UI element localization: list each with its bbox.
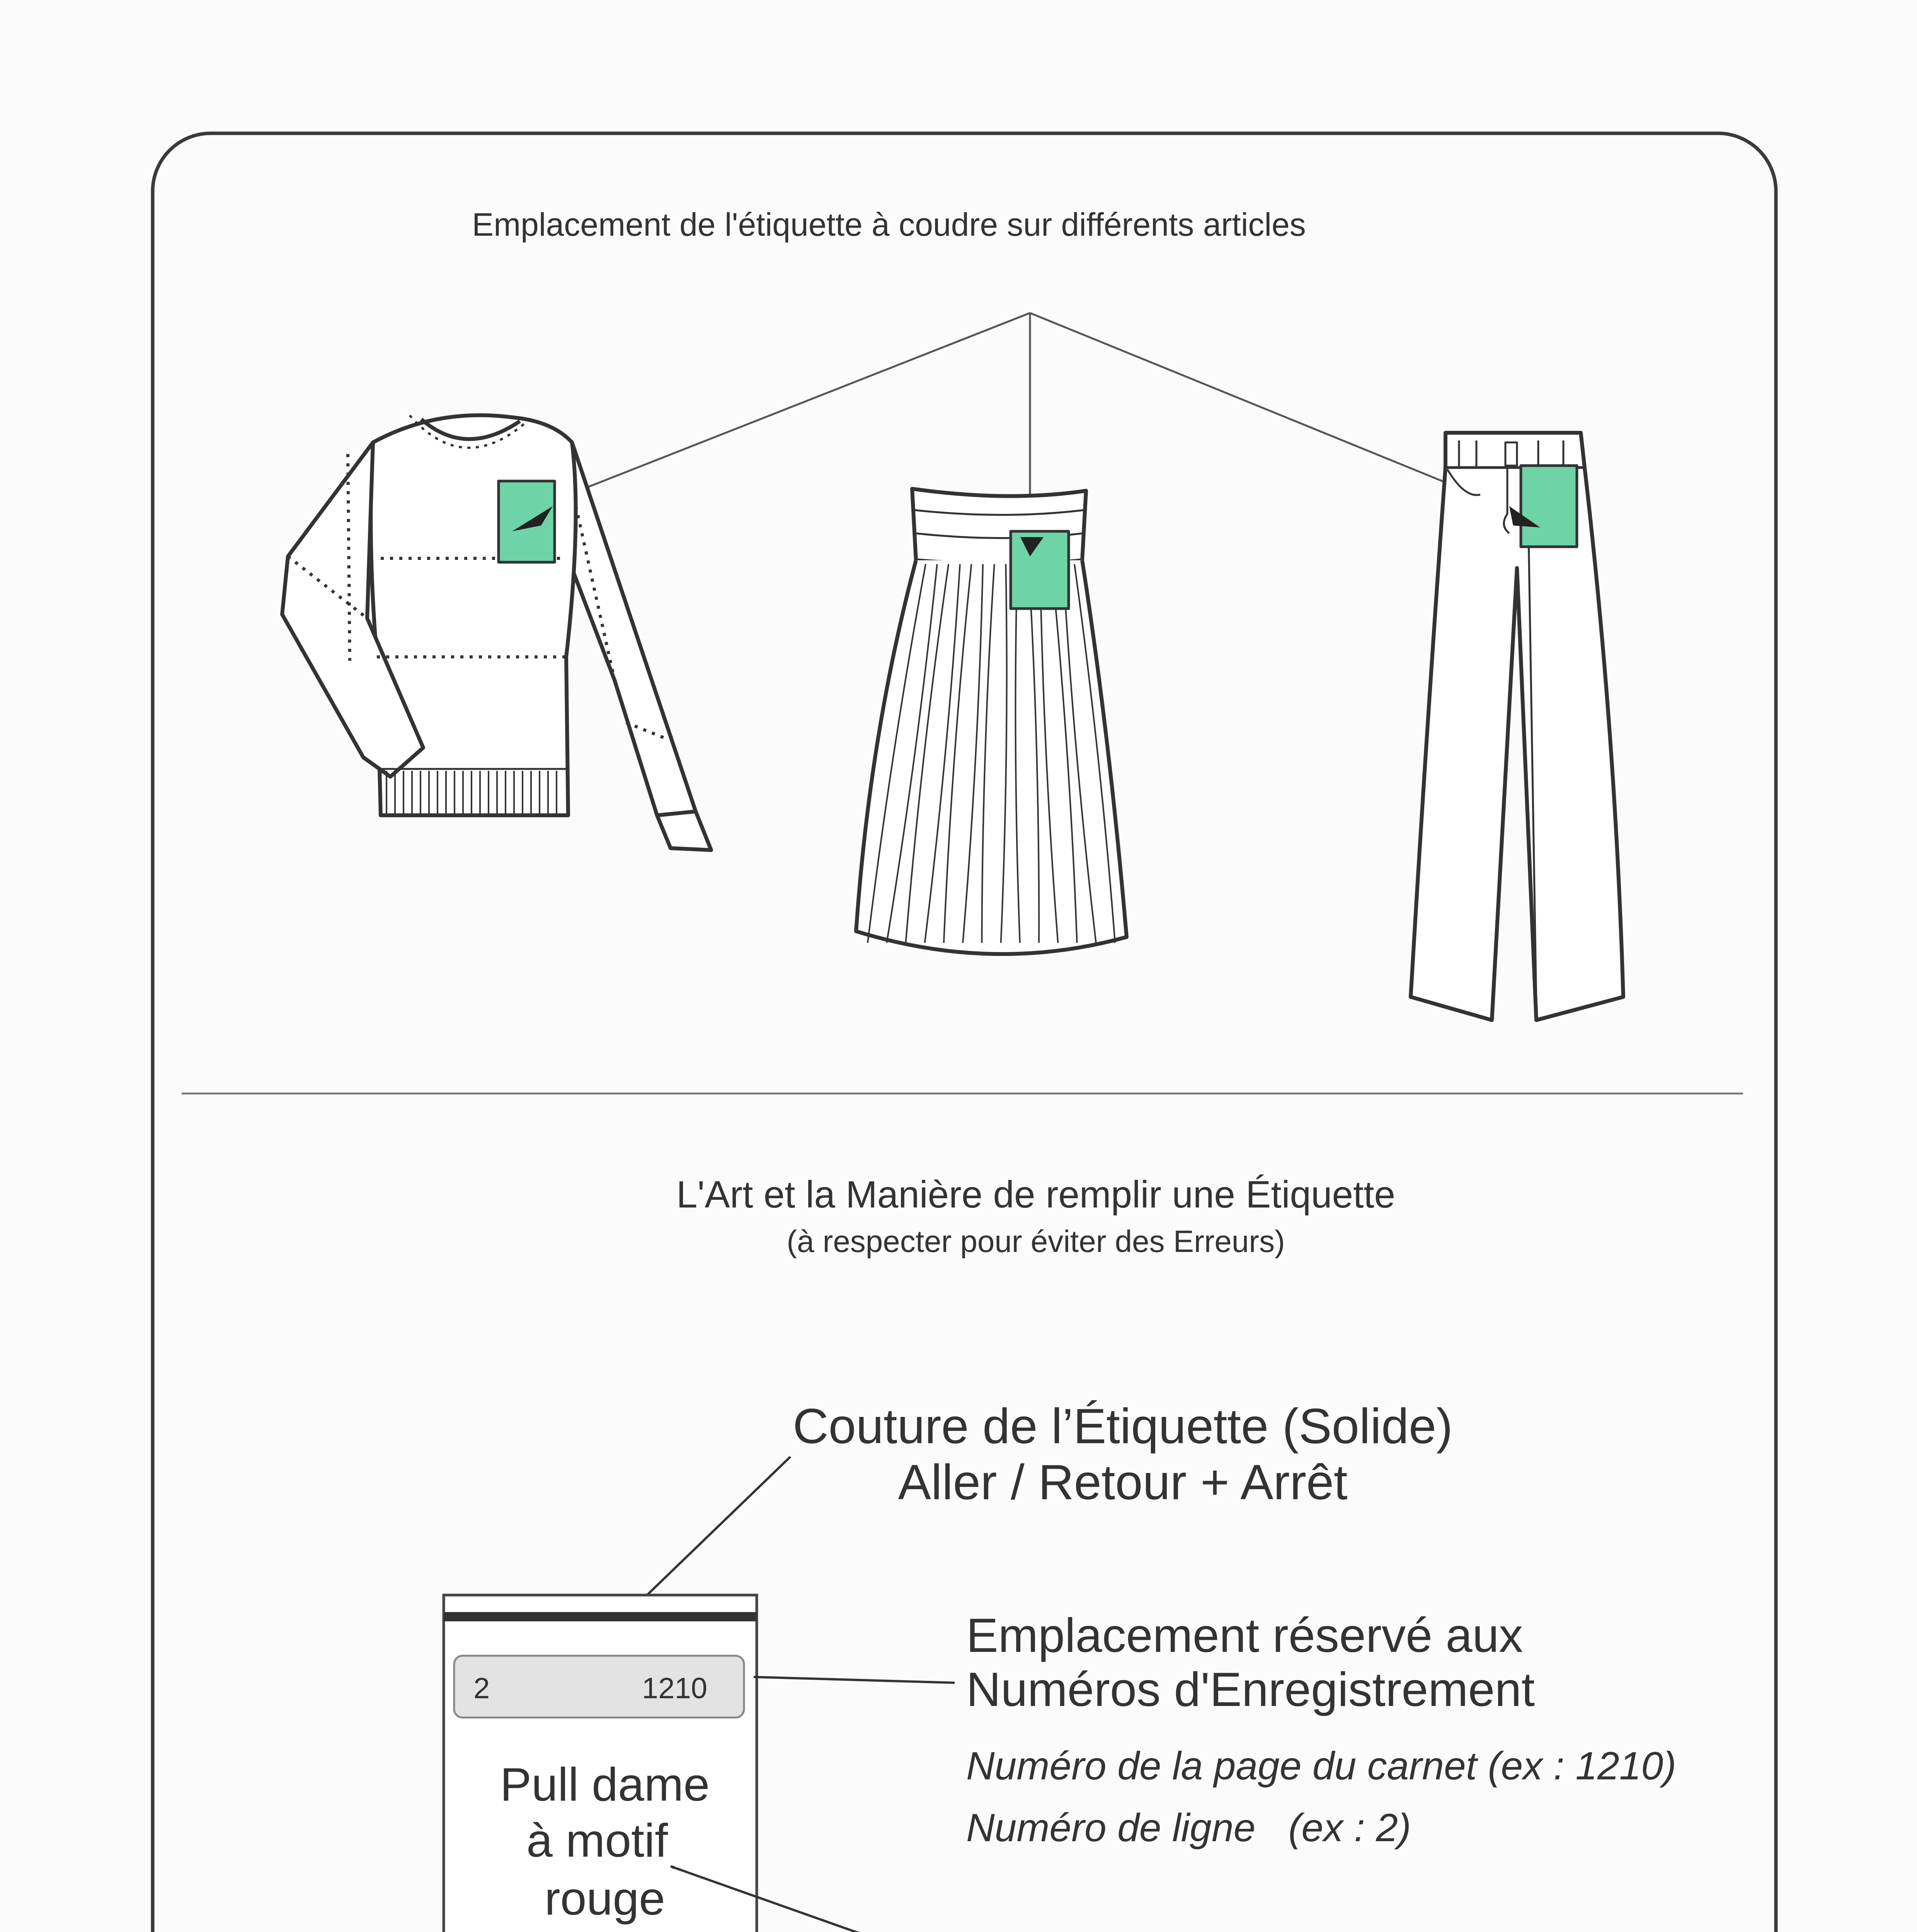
label-designation-line1: Pull dame: [500, 1758, 710, 1811]
sweater-tag: [499, 481, 555, 562]
label-designation-line3: rouge: [544, 1872, 666, 1925]
line-number-example: Numéro de ligne (ex : 2): [966, 1806, 1411, 1850]
bottom-subtitle: (à respecter pour éviter des Erreurs): [787, 1224, 1285, 1259]
outer-frame: [153, 133, 1776, 1932]
trousers-illustration: [1411, 433, 1623, 1020]
bottom-title: L'Art et la Manière de remplir une Étiquette: [676, 1173, 1395, 1216]
sweater-illustration: [282, 415, 711, 850]
sewing-annotation-line1: Couture de l’Étiquette (Solide): [793, 1399, 1453, 1454]
page-number-example: Numéro de la page du carnet (ex : 1210): [966, 1744, 1677, 1788]
trousers-tag: [1521, 466, 1577, 547]
registration-arrow: [754, 1677, 955, 1683]
sewing-annotation-line2: Aller / Retour + Arrêt: [898, 1455, 1348, 1510]
registration-annotation-line1: Emplacement réservé aux: [966, 1609, 1523, 1662]
label-line-number: 2: [473, 1672, 490, 1705]
sample-label: [444, 1595, 757, 1932]
label-sewing-band: [444, 1612, 757, 1621]
label-page-number: 1210: [642, 1672, 707, 1705]
label-designation-line2: à motif: [526, 1814, 668, 1867]
skirt-illustration: [856, 489, 1127, 954]
top-title: Emplacement de l'étiquette à coudre sur différents articles: [472, 206, 1306, 243]
skirt-tag: [1011, 531, 1069, 609]
registration-annotation-line2: Numéros d'Enregistrement: [966, 1663, 1535, 1716]
sewing-arrow: [624, 1457, 790, 1617]
